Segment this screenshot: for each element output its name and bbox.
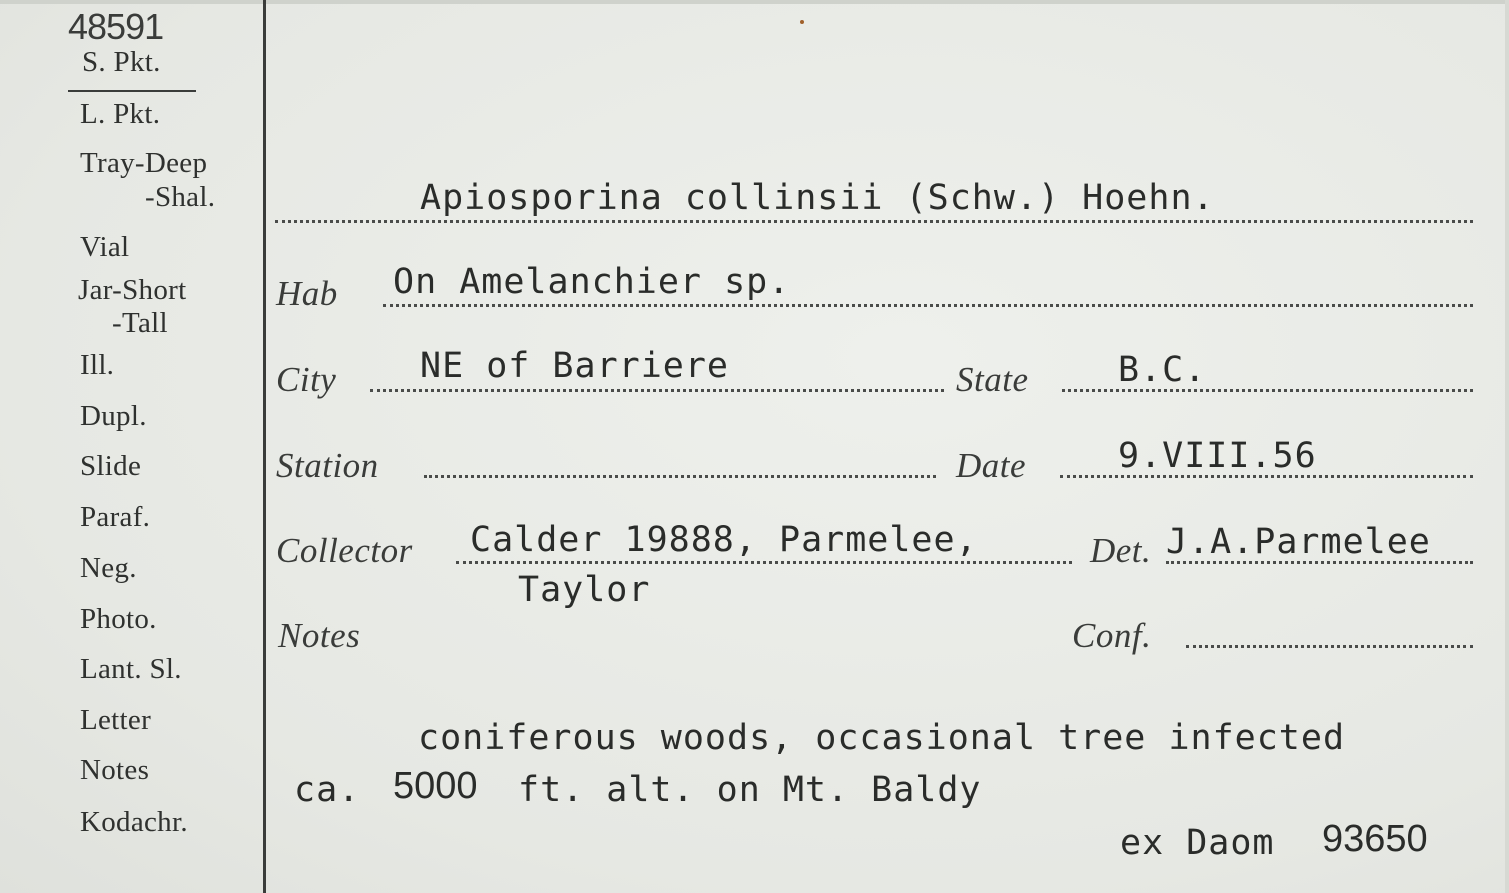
- date-label: Date: [956, 446, 1027, 485]
- left-label-neg: Neg.: [80, 552, 137, 584]
- left-label-slide: Slide: [80, 450, 142, 482]
- det-value: J.A.Parmelee: [1166, 522, 1431, 562]
- station-dotted-line: [424, 475, 936, 478]
- city-dotted-line: [370, 389, 944, 392]
- catalog-number: 48591: [68, 6, 164, 47]
- left-label-photo: Photo.: [80, 603, 157, 635]
- card-right-edge: [1505, 0, 1509, 893]
- paper-speck: [800, 20, 804, 24]
- left-label-tray-shal: -Shal.: [145, 181, 216, 213]
- left-label-kodachr: Kodachr.: [80, 806, 188, 838]
- notes-line-2-rest: ft. alt. on Mt. Baldy: [518, 770, 982, 810]
- hab-label: Hab: [276, 274, 338, 313]
- hab-value: On Amelanchier sp.: [393, 262, 791, 302]
- left-label-s-pkt: S. Pkt.: [82, 46, 161, 78]
- left-label-letter: Letter: [80, 704, 152, 736]
- det-label: Det.: [1090, 531, 1152, 570]
- card-top-edge: [0, 0, 1509, 4]
- det-dotted-line: [1166, 561, 1473, 564]
- collector-label: Collector: [276, 531, 413, 570]
- hab-dotted-line: [383, 304, 1473, 307]
- column-divider: [263, 0, 266, 893]
- date-dotted-line: [1060, 475, 1473, 478]
- city-label: City: [276, 360, 337, 399]
- left-label-tray-deep: Tray-Deep: [80, 147, 208, 179]
- left-label-lant-sl: Lant. Sl.: [80, 653, 182, 685]
- collector-value: Calder 19888, Parmelee,: [470, 520, 978, 560]
- species-dotted-line: [275, 220, 1473, 223]
- left-label-notes: Notes: [80, 754, 150, 786]
- notes-line-2-number: 5000: [393, 765, 478, 807]
- left-label-vial: Vial: [80, 231, 130, 263]
- state-dotted-line: [1062, 389, 1473, 392]
- left-label-dupl: Dupl.: [80, 400, 147, 432]
- species-name: Apiosporina collinsii (Schw.) Hoehn.: [420, 178, 1215, 218]
- notes-line-2-prefix: ca.: [294, 770, 361, 810]
- left-label-paraf: Paraf.: [80, 501, 151, 533]
- conf-dotted-line: [1186, 645, 1473, 648]
- collector-dotted-line: [456, 561, 1072, 564]
- conf-label: Conf.: [1072, 616, 1152, 655]
- ex-daom-label: ex Daom: [1120, 823, 1275, 863]
- date-value: 9.VIII.56: [1118, 436, 1317, 476]
- notes-label: Notes: [278, 616, 361, 655]
- ex-daom-number: 93650: [1322, 818, 1428, 860]
- state-value: B.C.: [1118, 350, 1207, 390]
- city-value: NE of Barriere: [420, 346, 730, 386]
- station-label: Station: [276, 446, 379, 485]
- left-label-jar-tall: -Tall: [112, 307, 168, 339]
- notes-line-1: coniferous woods, occasional tree infected: [418, 718, 1346, 758]
- left-label-ill: Ill.: [80, 349, 115, 381]
- s-pkt-underline: [68, 90, 196, 92]
- left-label-jar-short: Jar-Short: [78, 274, 187, 306]
- state-label: State: [956, 360, 1029, 399]
- collector-value-line2: Taylor: [518, 570, 651, 610]
- left-label-l-pkt: L. Pkt.: [80, 98, 161, 130]
